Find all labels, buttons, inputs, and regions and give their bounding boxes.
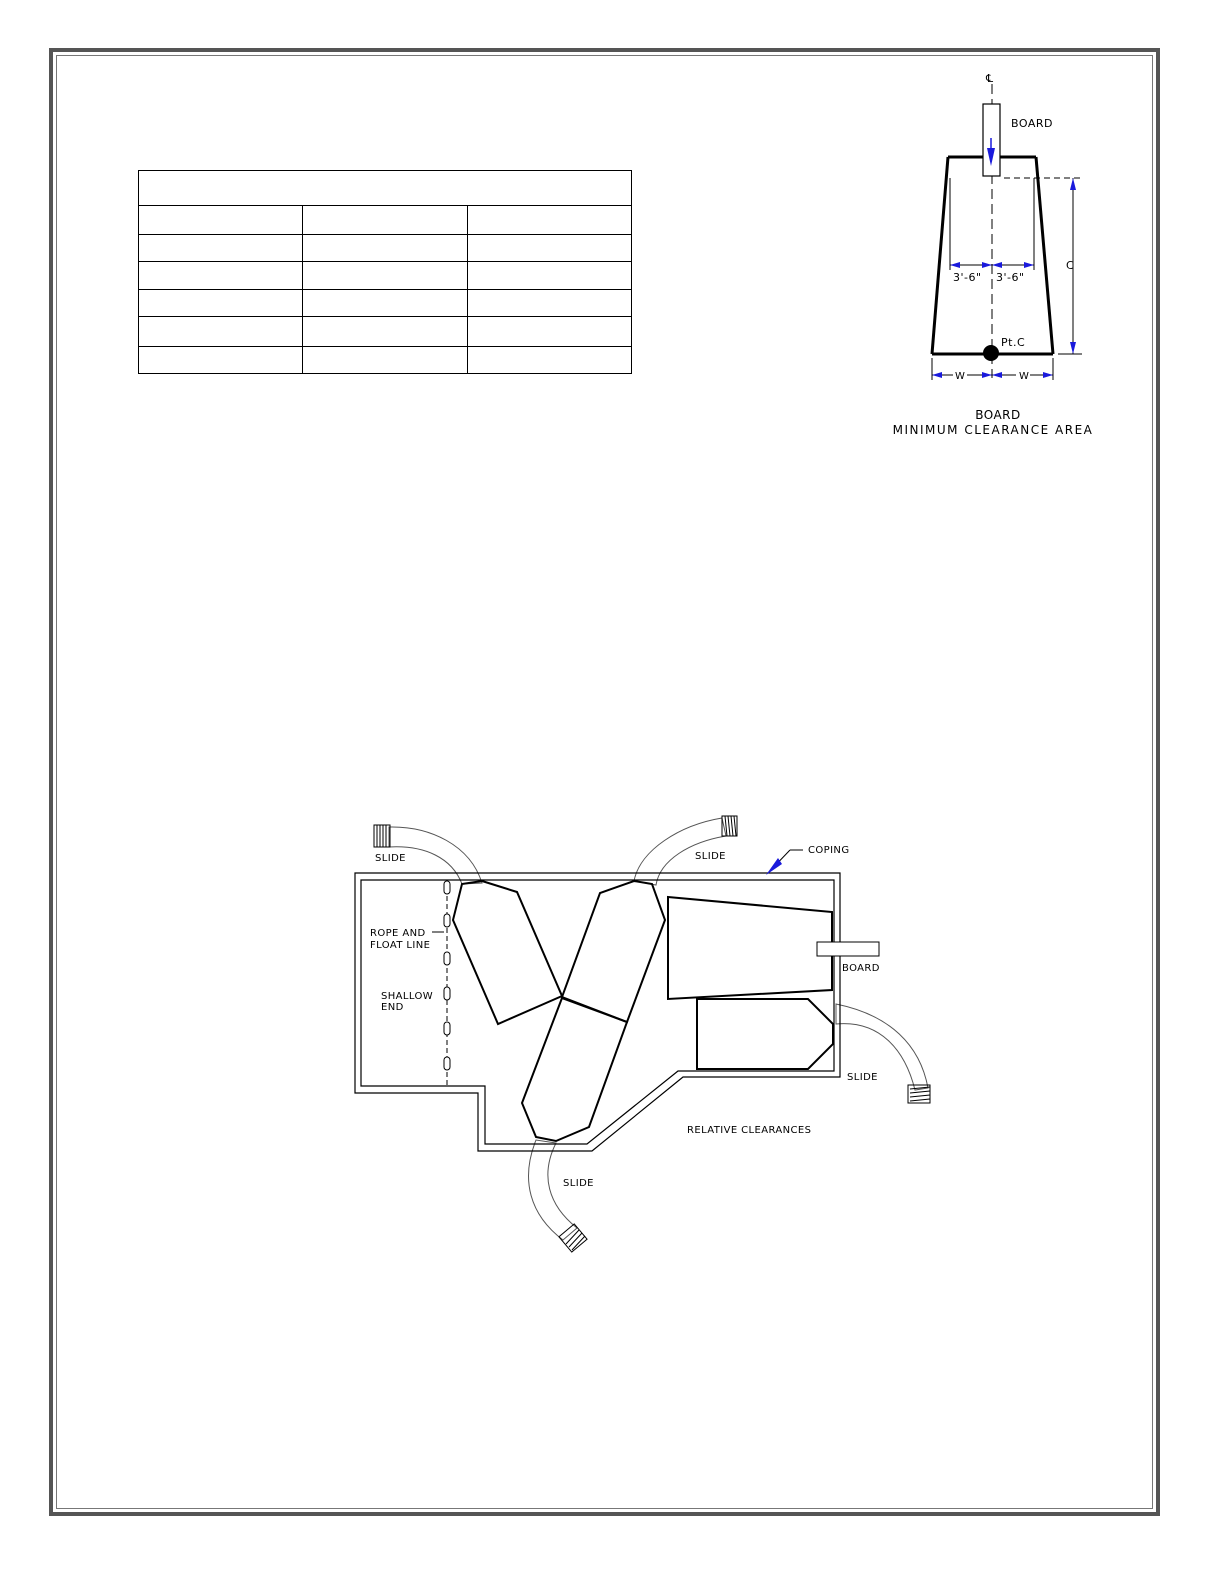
c-arrow-top xyxy=(1070,178,1076,190)
table-cell xyxy=(467,290,631,317)
c-arrow-bottom xyxy=(1070,342,1076,354)
point-c-label: Pt.C xyxy=(1001,336,1026,349)
slide-top-right-ribs xyxy=(725,816,736,836)
dim-c-text: C xyxy=(1066,259,1075,272)
table-cell xyxy=(139,262,303,290)
table-cell xyxy=(139,206,303,235)
slide-bottom-tube xyxy=(529,1140,577,1240)
clearance-area-slide-2 xyxy=(562,881,665,1022)
table-cell xyxy=(303,347,467,374)
w-arrow xyxy=(932,372,942,378)
shallow-label-line2: END xyxy=(381,1002,404,1013)
table-cell xyxy=(303,235,467,262)
board-label: BOARD xyxy=(1011,117,1053,130)
slide-top-left-end xyxy=(374,825,390,847)
table-cell xyxy=(139,290,303,317)
board-clearance-diagram xyxy=(880,60,1120,460)
table-cell xyxy=(467,206,631,235)
w-right-text: W xyxy=(1019,371,1030,382)
table-cell xyxy=(467,262,631,290)
pool-plan-diagram xyxy=(340,800,960,1270)
caption-line2: MINIMUM CLEARANCE AREA xyxy=(892,423,1094,437)
dim-arrow xyxy=(992,262,1002,268)
table-cell xyxy=(467,347,631,374)
slide-bottom-label: SLIDE xyxy=(563,1178,594,1189)
table-cell xyxy=(467,235,631,262)
dim-right-text: 3'-6" xyxy=(996,271,1025,284)
shallow-label-line1: SHALLOW xyxy=(381,991,434,1002)
trapezoid-left-side xyxy=(932,157,948,354)
clearance-area-board xyxy=(668,897,832,999)
table-header-cell xyxy=(139,171,632,206)
point-c-marker xyxy=(983,345,999,361)
table-cell xyxy=(303,290,467,317)
clearance-area-slide-4 xyxy=(522,998,627,1141)
caption-line1: BOARD xyxy=(975,408,1021,422)
clearance-area-slide-3 xyxy=(697,999,833,1069)
slide-right-label: SLIDE xyxy=(847,1072,878,1083)
clearance-area-slide-1 xyxy=(453,881,562,1024)
w-arrow xyxy=(992,372,1002,378)
clearance-table xyxy=(138,170,632,374)
table-cell xyxy=(303,206,467,235)
table-cell xyxy=(303,317,467,347)
coping-label: COPING xyxy=(808,845,850,856)
slide-top-left-label: SLIDE xyxy=(375,853,406,864)
table-cell xyxy=(467,317,631,347)
w-arrow xyxy=(1043,372,1053,378)
table-cell xyxy=(139,317,303,347)
w-arrow xyxy=(982,372,992,378)
table-cell xyxy=(139,235,303,262)
relative-clearances-label: RELATIVE CLEARANCES xyxy=(687,1125,812,1136)
table-cell xyxy=(303,262,467,290)
dim-arrow xyxy=(1024,262,1034,268)
slide-top-right-label: SLIDE xyxy=(695,851,726,862)
rope-label-line2: FLOAT LINE xyxy=(370,940,431,951)
table-cell xyxy=(139,347,303,374)
w-left-text: W xyxy=(955,371,966,382)
dim-arrow xyxy=(982,262,992,268)
diving-board xyxy=(817,942,879,956)
dim-arrow xyxy=(950,262,960,268)
trapezoid-right-side xyxy=(1036,157,1053,354)
rope-label-line1: ROPE AND xyxy=(370,928,426,939)
board-label: BOARD xyxy=(842,963,880,974)
dim-left-text: 3'-6" xyxy=(953,271,982,284)
centerline-symbol: ℄ xyxy=(986,72,994,85)
slide-top-left-ribs xyxy=(377,825,386,847)
